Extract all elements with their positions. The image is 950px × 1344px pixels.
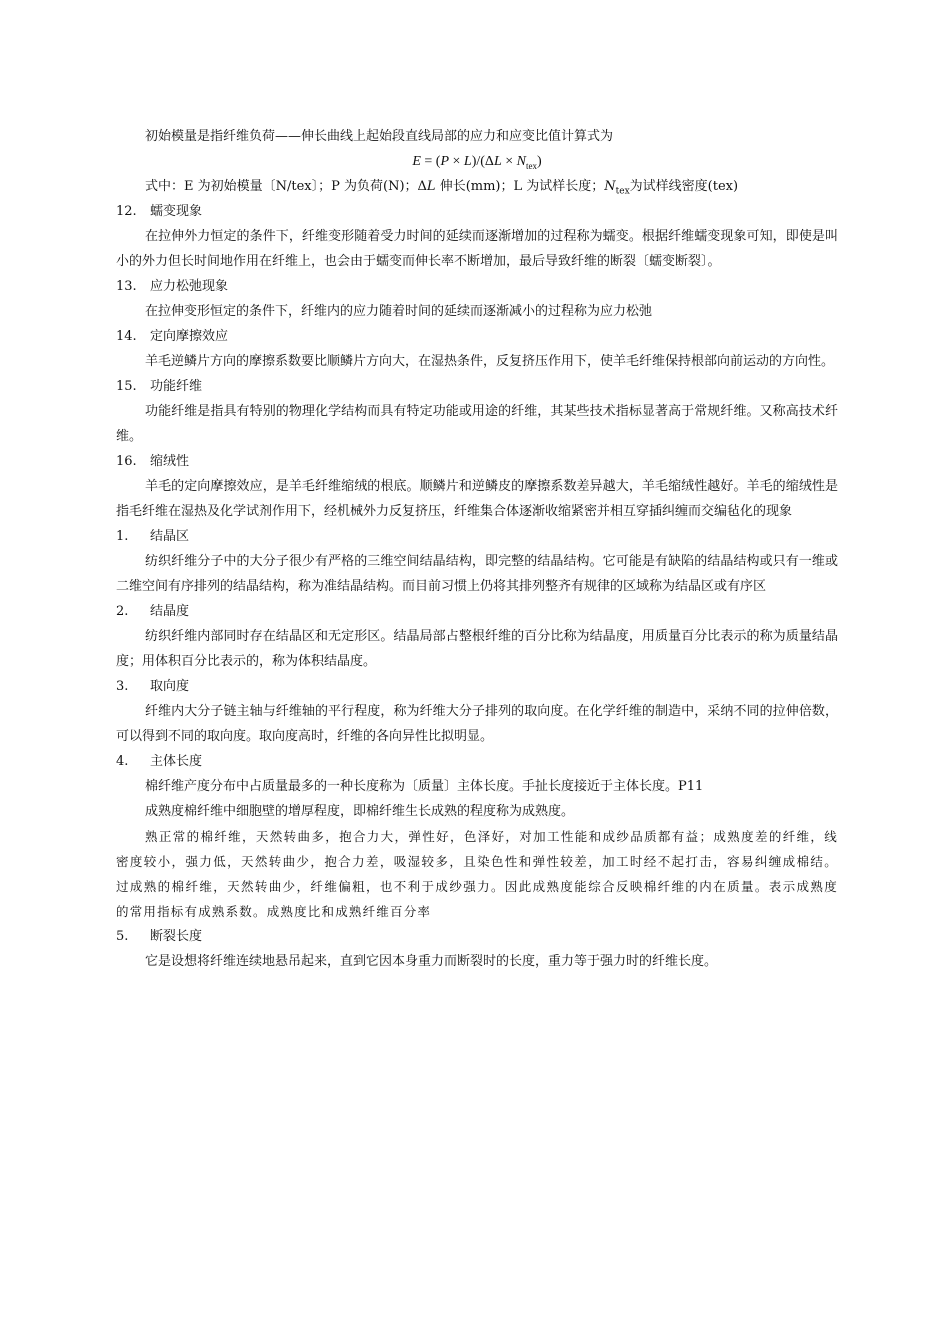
note-part-3: 为试样线密度(tex): [629, 179, 739, 194]
note-part-2: 伸长(mm)；L 为试样长度；: [435, 179, 605, 194]
formula-close: ): [536, 154, 542, 169]
section-title: 功能纤维: [150, 379, 203, 394]
section-title: 蠕变现象: [150, 204, 203, 219]
section-heading-felting: [116, 449, 838, 474]
section-paragraph: 羊毛逆鳞片方向的摩擦系数要比顺鳞片方向大，在湿热条件，反复挤压作用下，使羊毛纤维保持根部向前运动的方向性。: [145, 354, 835, 369]
section-paragraph: 功能纤维是指具有特别的物理化学结构而具有特定功能或用途的纤维，其某些技术指标显著高于常规纤维。又称高技术纤维。: [116, 404, 838, 444]
section-heading-directional-friction: [116, 324, 838, 349]
section-number: 13.: [116, 279, 137, 294]
formula-note: [116, 174, 838, 199]
section-paragraph: 纺织纤维内部同时存在结晶区和无定形区。结晶局部占整根纤维的百分比称为结晶度，用质量百分比表示的称为质量结晶度；用体积百分比表示的，称为体积结晶度。: [116, 629, 838, 669]
section-title: 定向摩擦效应: [150, 329, 229, 344]
document-content: [116, 124, 838, 974]
section-title: 缩绒性: [150, 454, 190, 469]
section-number: 2.: [116, 604, 129, 619]
formula-mid: )/(Δ: [471, 154, 494, 169]
maturity-paragraph: 熟正常的棉纤维，天然转曲多，抱合力大，弹性好，色泽好，对加工性能和成纱品质都有益；成熟度差的纤维，线密度较小，强力低，天然转曲少，抱合力差，吸湿较多，且染色性和弹性较差，加工时经不起打击，容易纠缠成棉结。过成熟的棉纤维，天然转曲少，纤维偏粗，也不利于成纱强力。因此成熟度能综合反映棉纤维的内在质量。表示成熟度的常用指标有成熟系数。成熟度比和成熟纤维百分率: [116, 829, 838, 919]
section-paragraph: 成熟度棉纤维中细胞壁的增厚程度，即棉纤维生长成熟的程度称为成熟度。: [145, 804, 575, 819]
section-heading-crystalline-region: [116, 524, 838, 549]
formula-p: P: [440, 154, 450, 169]
section-heading-creep: [116, 199, 838, 224]
section-title: 断裂长度: [150, 929, 203, 944]
section-number: 16.: [116, 454, 137, 469]
section-paragraph: 在拉伸外力恒定的条件下，纤维变形随着受力时间的延续而逐渐增加的过程称为蠕变。根据纤维蠕变现象可知，即使是叫小的外力但长时间地作用在纤维上，也会由于蠕变而伸长率不断增加，最后导致纤维的断裂〔蠕变断裂〕。: [116, 229, 838, 269]
section-title: 应力松弛现象: [150, 279, 229, 294]
section-number: 5.: [116, 929, 129, 944]
section-number: 3.: [116, 679, 129, 694]
section-paragraph: 纤维内大分子链主轴与纤维轴的平行程度，称为纤维大分子排列的取向度。在化学纤维的制造中，采纳不同的拉伸倍数，可以得到不同的取向度。取向度高时，纤维的各向异性比拟明显。: [116, 704, 838, 744]
section-title: 结晶区: [150, 529, 190, 544]
section-heading-orientation: [116, 674, 838, 699]
section-heading-main-length: [116, 749, 838, 774]
section-heading-stress-relaxation: [116, 274, 838, 299]
note-n: N: [604, 179, 616, 194]
section-number: 12.: [116, 204, 137, 219]
note-l: L: [426, 179, 436, 194]
section-paragraph: 纺织纤维分子中的大分子很少有严格的三维空间结晶结构，即完整的结晶结构。它可能是有缺陷的结晶结构或只有一维或二维空间有序排列的结晶结构，称为准结晶结构。而目前习惯上仍将其排列整齐有规律的区域称为结晶区或有序区: [116, 554, 838, 594]
section-paragraph: 羊毛的定向摩擦效应，是羊毛纤维缩绒的根底。顺鳞片和逆鳞皮的摩擦系数差异越大，羊毛缩绒性越好。羊毛的缩绒性是指毛纤维在湿热及化学试剂作用下，经机械外力反复挤压，纤维集合体逐渐收缩紧密并相互穿插纠缠而交编毡化的现象: [116, 479, 838, 519]
section-number: 15.: [116, 379, 137, 394]
section-number: 14.: [116, 329, 137, 344]
section-paragraph: 在拉伸变形恒定的条件下，纤维内的应力随着时间的延续而逐渐减小的过程称为应力松弛: [145, 304, 653, 319]
section-paragraph: 棉纤维产度分布中占质量最多的一种长度称为〔质量〕主体长度。手扯长度接近于主体长度。P11: [145, 779, 704, 794]
section-title: 主体长度: [150, 754, 203, 769]
formula-e: E: [412, 154, 421, 169]
modulus-formula: [116, 149, 838, 174]
formula-eq: = (: [420, 154, 441, 169]
section-title: 取向度: [150, 679, 190, 694]
section-heading-breaking-length: [116, 924, 838, 949]
formula-times-1: ×: [449, 154, 464, 169]
formula-dl: L: [493, 154, 502, 169]
formula-n: N: [516, 154, 526, 169]
section-heading-functional-fiber: [116, 374, 838, 399]
note-sub: tex: [615, 186, 630, 197]
section-number: 4.: [116, 754, 129, 769]
section-title: 结晶度: [150, 604, 190, 619]
section-paragraph: 它是设想将纤维连续地悬吊起来，直到它因本身重力而断裂时的长度，重力等于强力时的纤维长度。: [145, 954, 718, 969]
formula-l: L: [463, 154, 472, 169]
formula-times-2: ×: [501, 154, 517, 169]
section-number: 1.: [116, 529, 129, 544]
note-part-1: 式中：E 为初始模量〔N/tex〕；P 为负荷(N)；Δ: [145, 179, 427, 194]
formula-sub: tex: [525, 160, 537, 171]
intro-paragraph: 初始模量是指纤维负荷——伸长曲线上起始段直线局部的应力和应变比值计算式为: [145, 129, 614, 144]
section-heading-crystallinity: [116, 599, 838, 624]
